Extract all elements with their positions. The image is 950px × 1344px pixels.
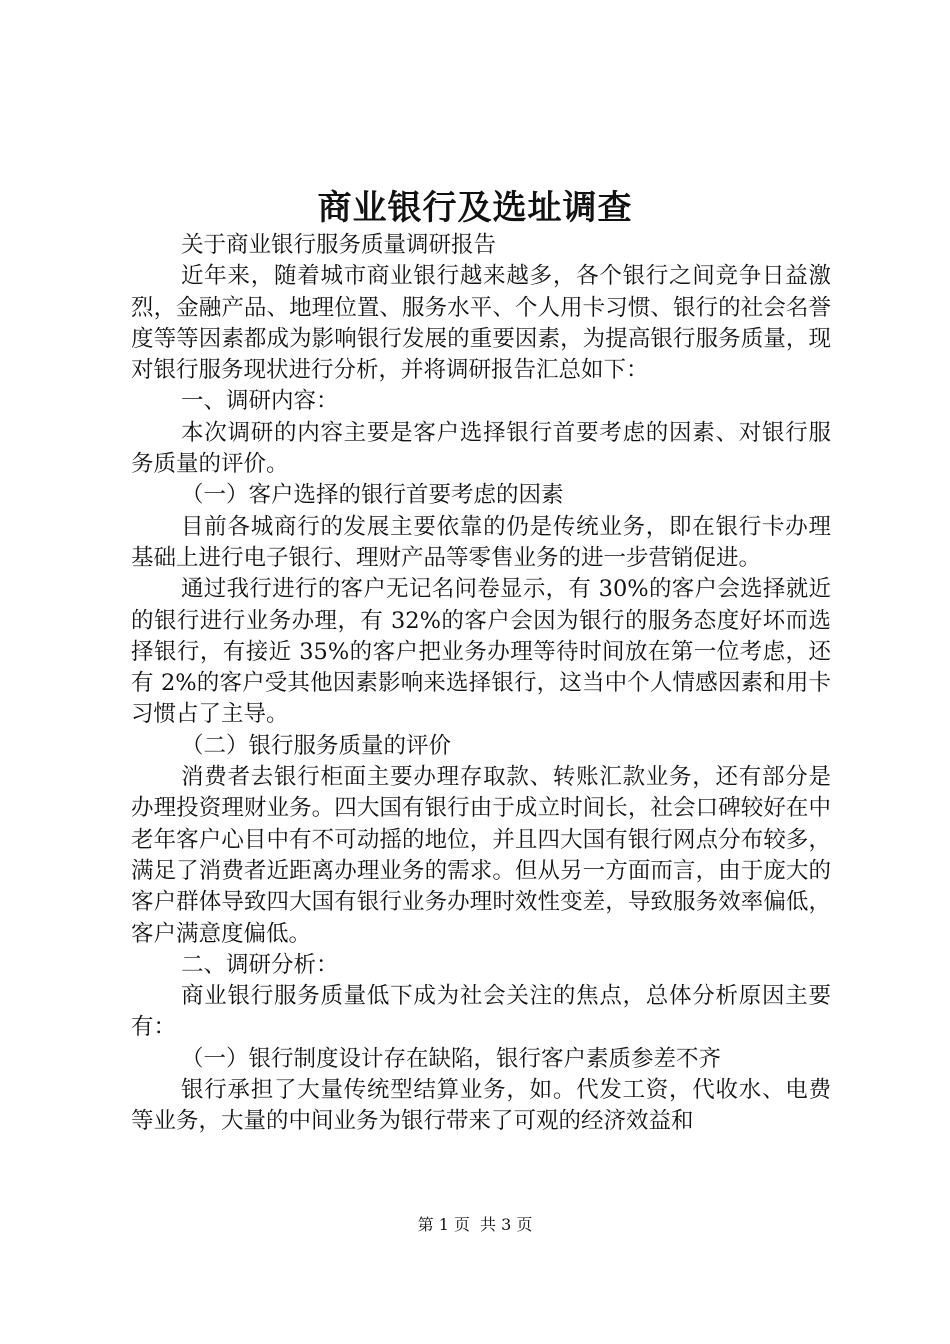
page-footer xyxy=(0,1214,950,1236)
subsection-heading-1-2: （二）银行服务质量的评价 xyxy=(181,732,452,759)
paragraph-intro: 近年来，随着城市商业银行越来越多，各个银行之间竞争日益激烈，金融产品、地理位置、服务水平、个人用卡习惯、银行的社会名誉度等等因素都成为影响银行发展的重要因素，为提高银行服务质量，现对银行服务现状进行分析，并将调研报告汇总如下： xyxy=(131,263,831,384)
paragraph-section-1: 本次调研的内容主要是客户选择银行首要考虑的因素、对银行服务质量的评价。 xyxy=(131,419,831,478)
paragraph-survey-results: 通过我行进行的客户无记名问卷显示，有 30%的客户会选择就近的银行进行业务办理，有 32%的客户会因为银行的服务态度好坏而选择银行，有接近 35%的客户把业务办理等待时间放在第一位考虑，还有 2%的客户受其他因素影响来选择银行，这当中个人情感因素和用卡习惯占了主导。 xyxy=(131,576,831,728)
section-heading-1: 一、调研内容： xyxy=(181,388,339,415)
document-title: 商业银行及选址调查 xyxy=(317,188,633,228)
paragraph-subsection-1-1: 目前各城商行的发展主要依靠的仍是传统业务，即在银行卡办理基础上进行电子银行、理财产品等零售业务的进一步营销促进。 xyxy=(131,513,831,571)
document-body xyxy=(131,230,831,1138)
report-subtitle: 关于商业银行服务质量调研报告 xyxy=(181,232,497,258)
page-number: 第 1 页 xyxy=(417,1215,470,1234)
page-total: 共 3 页 xyxy=(480,1215,533,1234)
paragraph-subsection-1-2: 消费者去银行柜面主要办理存取款、转账汇款业务，还有部分是办理投资理财业务。四大国有银行由于成立时间长，社会口碑较好在中老年客户心目中有不可动摇的地位，并且四大国有银行网点分布较多，满足了消费者近距离办理业务的需求。但从另一方面而言，由于庞大的客户群体导致四大国有银行业务办理时效性变差，导致服务效率偏低，客户满意度偏低。 xyxy=(131,764,831,947)
subsection-heading-1-1: （一）客户选择的银行首要考虑的因素 xyxy=(181,482,564,509)
paragraph-section-2: 商业银行服务质量低下成为社会关注的焦点，总体分析原因主要有： xyxy=(131,983,831,1041)
subsection-heading-2-1: （一）银行制度设计存在缺陷，银行客户素质参差不齐 xyxy=(181,1045,722,1072)
paragraph-subsection-2-1: 银行承担了大量传统型结算业务，如。代发工资，代收水、电费等业务，大量的中间业务为银行带来了可观的经济效益和 xyxy=(131,1077,831,1135)
section-heading-2: 二、调研分析： xyxy=(181,951,339,978)
